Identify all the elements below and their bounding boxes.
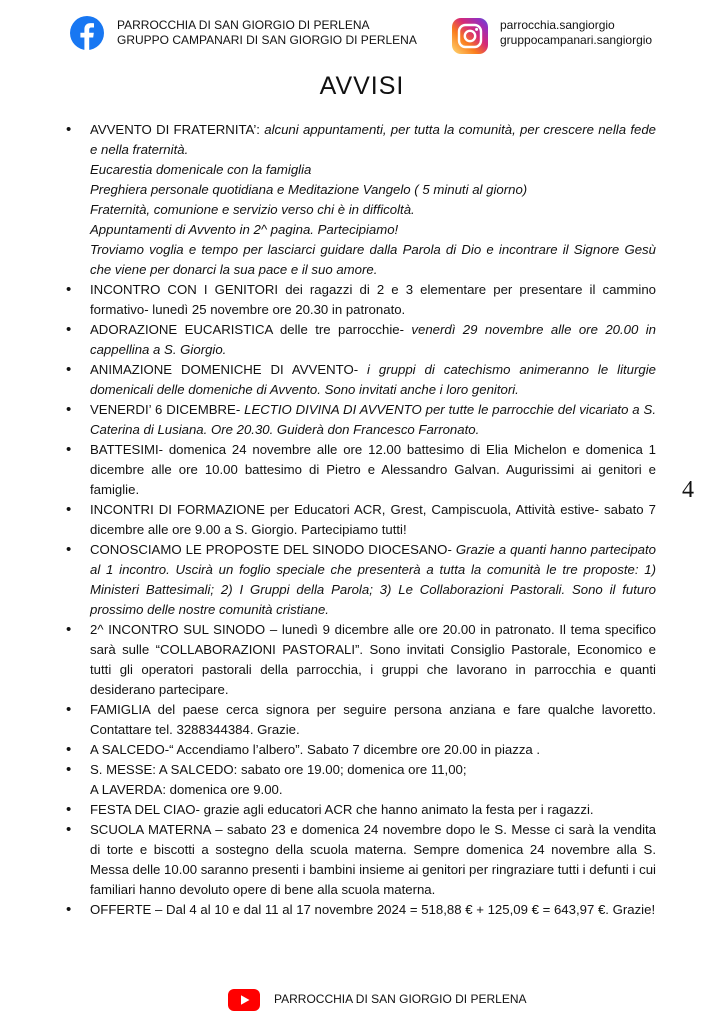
notice-text: OFFERTE – Dal 4 al 10 e dal 11 al 17 novembre 2024 = 518,88 € + 125,09 € = 643,97 €. Grazie!: [90, 902, 656, 917]
youtube-channel-name[interactable]: PARROCCHIA DI SAN GIORGIO DI PERLENA: [274, 992, 527, 1006]
notice-offerings: [66, 900, 656, 920]
notice-text: Grazie a quanti hanno partecipato al 1 incontro. Uscirà un foglio speciale che presenterà a tutta la comunità le tre proposte: 1) Ministeri Battesimali; 2) I Gruppi della Parola; 3) Le Collaborazioni Pastorali. Sono il futuro prossimo delle nostre comunità cristiane.: [90, 542, 656, 617]
notice-eucharistic-adoration: [66, 320, 656, 360]
notice-text: • S. MESSE: A SALCEDO: sabato ore 19.00; domenica ore 11,00;: [90, 762, 467, 777]
notice-baptisms: [66, 440, 656, 500]
notice-training-meetings: [66, 500, 656, 540]
notice-ciao-festival: [66, 800, 656, 820]
notice-line: Eucarestia domenicale con la famiglia: [90, 162, 312, 177]
page-number: 4: [682, 477, 694, 503]
notice-advent-fraternity: [66, 120, 656, 280]
instagram-handle-bell-ringers[interactable]: gruppocampanari.sangiorgio: [500, 33, 653, 47]
notice-text: FESTA DEL CIAO- grazie agli educatori ACR che hanno animato la festa per i ragazzi.: [90, 802, 594, 817]
instagram-handle-parish[interactable]: parrocchia.sangiorgio: [500, 18, 615, 32]
notice-heading: VENERDI’ 6 DICEMBRE-: [90, 402, 245, 417]
header-parish-name: PARROCCHIA DI SAN GIORGIO DI PERLENA: [117, 18, 370, 32]
notice-advent-sundays: [66, 360, 656, 400]
notice-line: Preghiera personale quotidiana e Meditazione Vangelo ( 5 minuti al giorno): [90, 182, 528, 197]
notice-text: alcuni appuntamenti, per tutta la comunità, per crescere nella fede e nella fraternità.: [90, 122, 656, 157]
notice-text: INCONTRO CON I GENITORI dei ragazzi di 2 e 3 elementare per presentare il cammino formativo- lunedì 25 novembre ore 20.30 in patronato.: [90, 282, 656, 317]
notice-text: A LAVERDA: domenica ore 9.00.: [90, 782, 283, 797]
facebook-icon[interactable]: [70, 16, 104, 50]
notice-synod-proposals: [66, 540, 656, 620]
notice-heading: CONOSCIAMO LE PROPOSTE DEL SINODO DIOCESANO-: [90, 542, 456, 557]
notice-text: i gruppi di catechismo animeranno le liturgie domenicali delle domeniche di Avvento. Sono invitati anche i loro genitori.: [90, 362, 656, 397]
page-header: [0, 14, 724, 60]
notice-line: Appuntamenti di Avvento in 2^ pagina. Partecipiamo!: [90, 222, 399, 237]
notice-family-request: [66, 700, 656, 740]
notice-nursery-school: [66, 820, 656, 900]
header-parish-names: [117, 18, 417, 48]
header-bell-ringers-name: GRUPPO CAMPANARI DI SAN GIORGIO DI PERLENA: [117, 33, 417, 47]
notice-salcedo-tree: [66, 740, 656, 760]
notice-text: venerdì 29 novembre alle ore 20.00 in cappellina a S. Giorgio.: [90, 322, 656, 357]
notice-text: FAMIGLIA del paese cerca signora per seguire persona anziana e fare qualche lavoretto. Contattare tel. 3288344384. Grazie.: [90, 702, 656, 737]
notice-text: 2^ INCONTRO SUL SINODO – lunedì 9 dicembre alle ore 20.00 in patronato. Il tema specifico sarà sulle “COLLABORAZIONI PASTORALI”. Sono invitati Consiglio Pastorale, Economico e tutti gli operatori pastorali della parrocchia, i gruppi che lavorano in parrocchia e quanti desiderano partecipare.: [90, 622, 656, 697]
notice-parents-meeting: [66, 280, 656, 320]
notice-text: LECTIO DIVINA DI AVVENTO per tutte le parrocchie del vicariato a S. Caterina di Lusiana. Ore 20.30. Guiderà don Francesco Farronato.: [90, 402, 657, 437]
notice-lectio-divina: [66, 400, 656, 440]
notice-synod-meeting: [66, 620, 656, 700]
youtube-icon[interactable]: [228, 989, 260, 1011]
notice-text: A SALCEDO-“ Accendiamo l’albero”. Sabato 7 dicembre ore 20.00 in piazza .: [90, 742, 541, 757]
notice-text: BATTESIMI- domenica 24 novembre alle ore 12.00 battesimo di Elia Michelon e domenica 1 dicembre alle ore 10.00 battesimo di Pietro e Alessandro Galvan. Augurissimi ai genitori e famiglie.: [90, 442, 656, 497]
page-footer: [0, 988, 724, 1012]
notices-list: [66, 120, 656, 920]
notice-heading: ANIMAZIONE DOMENICHE DI AVVENTO-: [90, 362, 359, 377]
notice-text: INCONTRI DI FORMAZIONE per Educatori ACR, Grest, Campiscuola, Attività estive- sabato 7 dicembre alle ore 9.00 a S. Giorgio. Partecipiamo tutti!: [90, 502, 656, 537]
notice-line: Fraternità, comunione e servizio verso chi è in difficoltà.: [90, 202, 415, 217]
notice-heading: AVVENTO DI FRATERNITA’:: [90, 122, 260, 137]
notice-mass-times: [66, 760, 656, 800]
notice-line: Troviamo voglia e tempo per lasciarci guidare dalla Parola di Dio e incontrare il Signore Gesù che viene per donarci la sua pace e il suo amore.: [90, 242, 656, 277]
notice-text: SCUOLA MATERNA – sabato 23 e domenica 24 novembre dopo le S. Messe ci sarà la vendita di torte e biscotti a sostegno della scuola materna. Sempre domenica 24 novembre alla S. Messa delle 10.00 saranno presenti i bambini insieme ai genitori per ringraziare tutti i defunti i cui familiari hanno devoluto opere di bene alla scuola materna.: [90, 822, 656, 897]
instagram-icon[interactable]: [452, 18, 488, 54]
header-social-handles: [500, 18, 652, 48]
page-title: AVVISI: [319, 72, 405, 100]
notice-heading: ADORAZIONE EUCARISTICA delle tre parrocchie-: [90, 322, 412, 337]
